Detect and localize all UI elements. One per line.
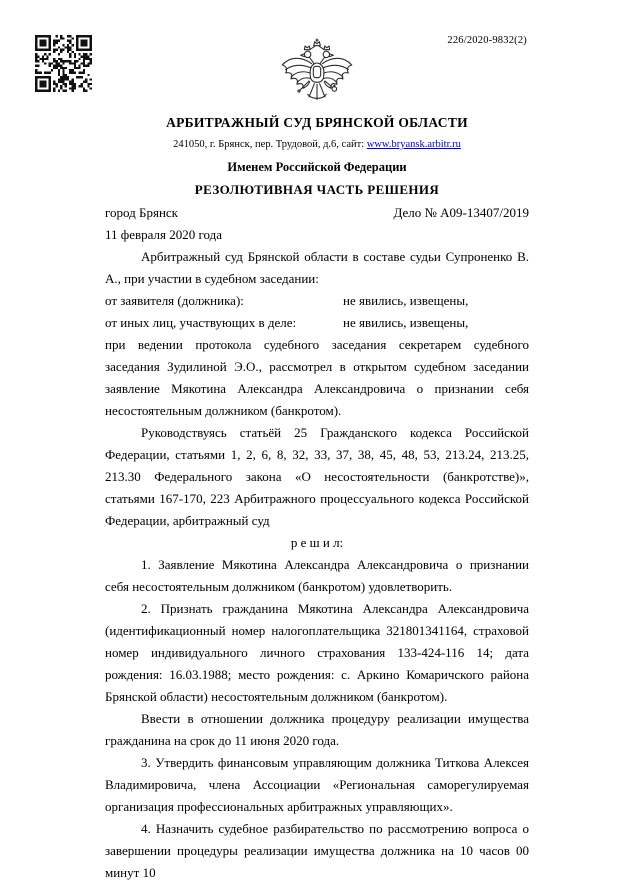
resolution-heading: р е ш и л: — [290, 535, 344, 550]
protocol-paragraph: при ведении протокола судебного заседания секретарем судебного заседания Зудилиной Э.О., рассмотрел в открытом судебном заседании заявление Мякотина Александра Александровича о признании себя несостоятельным должником (банкротом). — [105, 337, 529, 418]
case-number: Дело № А09-13407/2019 — [393, 205, 529, 220]
legal-basis-paragraph: Руководствуясь статьёй 25 Гражданского кодекса Российской Федерации, статьями 1, 2, 6, 8, 32, 33, 37, 38, 45, 48, 53, 213.24, 213.25, 213.30 Федерального закона «О несостоятельности (банкротстве)», статьями 167-170, 223 Арбитражного процессуального кодекса Российской Федерации, арбитражный суд — [105, 425, 529, 528]
document-body — [105, 202, 529, 884]
court-name: АРБИТРАЖНЫЙ СУД БРЯНСКОЙ ОБЛАСТИ — [166, 115, 468, 130]
resolution-item: 3. Утвердить финансовым управляющим должника Титкова Алексея Владимировича, члена Ассоциации «Региональная саморегулируемая организация профессиональных арбитражных управляющих». — [105, 755, 529, 814]
resolution-item: 2. Признать гражданина Мякотина Александра Александровича (идентификационный номер налогоплательщика 321801341164, страховой номер индивидуального личного страхования 133-424-116 14; дата рождения: 16.03.1988; место рождения: с. Аркино Комаричского района Брянской области) несостоятельным должником (банкротом). — [105, 601, 529, 704]
party-label: от заявителя (должника): — [105, 293, 244, 308]
party-status: не явились, извещены, — [343, 315, 469, 330]
case-meta-row — [105, 202, 529, 224]
party-status: не явились, извещены, — [343, 293, 469, 308]
court-address — [0, 139, 634, 150]
coat-of-arms-icon — [277, 37, 357, 113]
intro-paragraph: Арбитражный суд Брянской области в составе судьи Супроненко В. А., при участии в судебном заседании: — [105, 249, 529, 286]
court-website-link[interactable]: www.bryansk.arbitr.ru — [366, 139, 461, 150]
party-row-applicant — [105, 290, 529, 312]
document-title: РЕЗОЛЮТИВНАЯ ЧАСТЬ РЕШЕНИЯ — [194, 182, 440, 197]
in-name-of-line: Именем Российской Федерации — [227, 160, 407, 174]
city: город Брянск — [105, 205, 178, 220]
decision-date: 11 февраля 2020 года — [105, 227, 222, 242]
party-label: от иных лиц, участвующих в деле: — [105, 315, 297, 330]
party-row-others — [105, 312, 529, 334]
qr-code-icon — [35, 35, 92, 92]
court-address-text: 241050, г. Брянск, пер. Трудовой, д.6, сайт: — [173, 139, 367, 150]
ref-number: 226/2020-9832(2) — [447, 35, 527, 46]
resolution-item: 1. Заявление Мякотина Александра Александровича о признании себя несостоятельным должником (банкротом) удовлетворить. — [105, 557, 529, 594]
resolution-item: 4. Назначить судебное разбирательство по рассмотрению вопроса о завершении процедуры реализации имущества должника на 10 часов 00 минут 10 — [105, 821, 529, 880]
resolution-item: Ввести в отношении должника процедуру реализации имущества гражданина на срок до 11 июня 2020 года. — [105, 711, 529, 748]
